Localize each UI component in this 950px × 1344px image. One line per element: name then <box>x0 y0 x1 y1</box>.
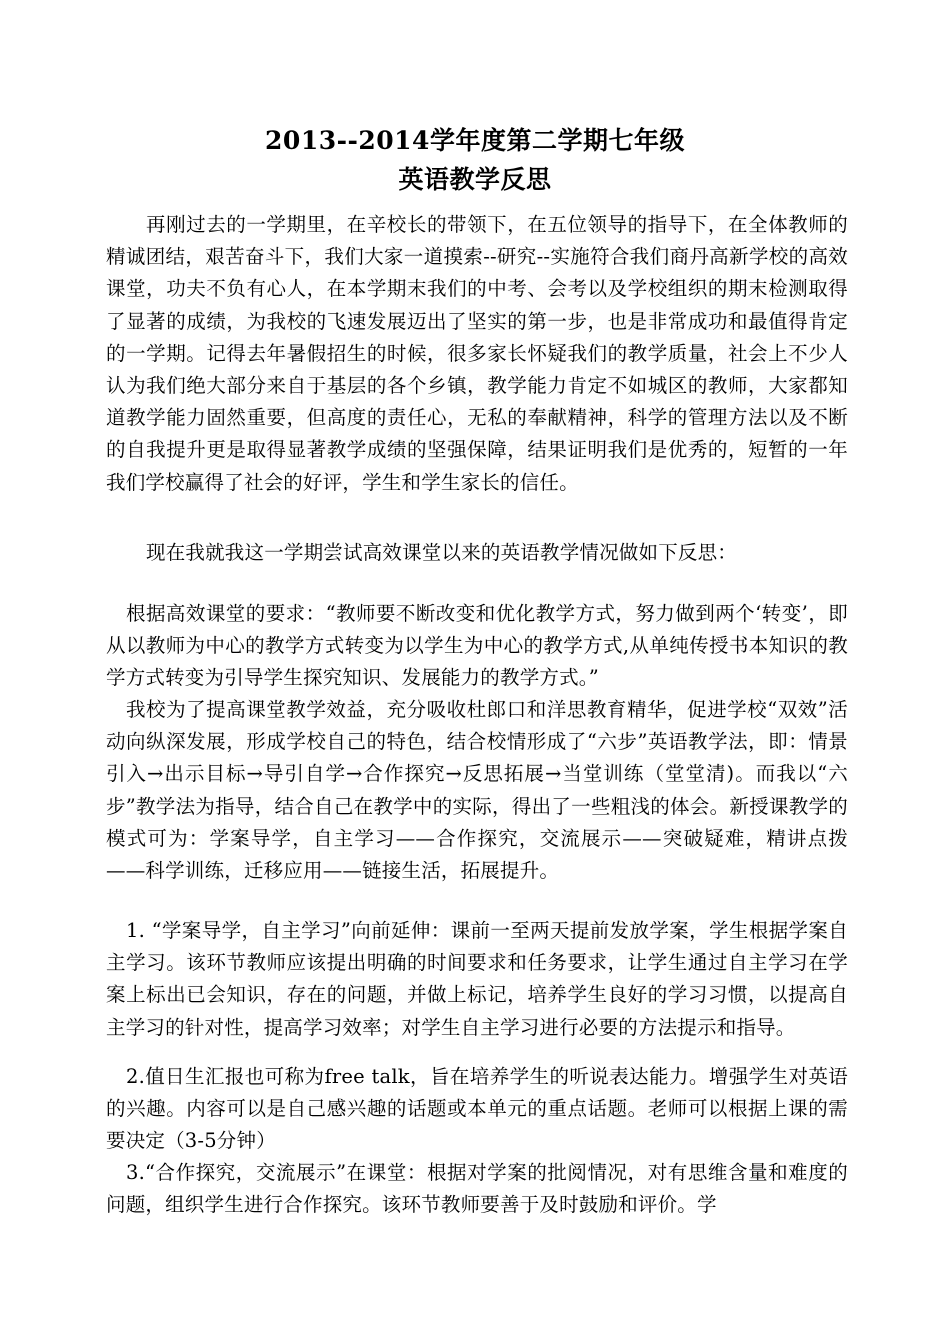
paragraph-six-step-method: 我校为了提高课堂教学效益，充分吸收杜郎口和洋思教育精华，促进学校“双效”活动向纵深发展，形成学校自己的特色，结合校情形成了“六步”英语教学法，即：情景引入→出示目标→导引自学→合作探究→反思拓展→当堂训练（堂堂清)。而我以“六步”教学法为指导，结合自己在教学中的实际，得出了一些粗浅的体会。新授课教学的模式可为：学案导学，自主学习——合作探究，交流展示——突破疑难，精讲点拨——科学训练，迁移应用——链接生活，拓展提升。 <box>106 698 848 883</box>
paragraph-item-1: 1. “学案导学，自主学习”向前延伸：课前一至两天提前发放学案，学生根据学案自主学习。该环节教师应该提出明确的时间要求和任务要求，让学生通过自主学习在学案上标出已会知识，存在的问题，并做上标记，培养学生良好的学习习惯，以提高自主学习的针对性，提高学习效率；对学生自主学习进行必要的方法提示和指导。 <box>106 919 848 1039</box>
paragraph-reflection-lead: 现在我就我这一学期尝试高效课堂以来的英语教学情况做如下反思： <box>146 541 738 564</box>
paragraph-intro: 再刚过去的一学期里，在辛校长的带领下，在五位领导的指导下，在全体教师的精诚团结，艰苦奋斗下，我们大家一道摸索--研究--实施符合我们商丹高新学校的高效课堂，功夫不负有心人，在本学期末我们的中考、会考以及学校组织的期末检测取得了显著的成绩，为我校的飞速发展迈出了坚实的第一步，也是非常成功和最值得肯定的一学期。记得去年暑假招生的时候，很多家长怀疑我们的教学质量，社会上不少人认为我们绝大部分来自于基层的各个乡镇，教学能力肯定不如城区的教师，大家都知道教学能力固然重要，但高度的责任心，无私的奉献精神，科学的管理方法以及不断的自我提升更是取得显著教学成绩的坚强保障，结果证明我们是优秀的，短暂的一年我们学校赢得了社会的好评，学生和学生家长的信任。 <box>106 213 848 494</box>
document-title-line-2: 英语教学反思 <box>398 165 552 194</box>
paragraph-item-2: 2.值日生汇报也可称为free talk，旨在培养学生的听说表达能力。增强学生对英语的兴趣。内容可以是自己感兴趣的话题或本单元的重点话题。老师可以根据上课的需要决定（3-5分钟） <box>106 1065 848 1153</box>
document-title-line-1: 2013--2014学年度第二学期七年级 <box>265 126 685 155</box>
paragraph-item-3: 3.“合作探究，交流展示”在课堂：根据对学案的批阅情况，对有思维含量和难度的问题，组织学生进行合作探究。该环节教师要善于及时鼓励和评价。学 <box>106 1161 848 1217</box>
paragraph-efficient-class-requirement: 根据高效课堂的要求：“教师要不断改变和优化教学方式，努力做到两个‘转变’，即从以教师为中心的教学方式转变为以学生为中心的教学方式,从单纯传授书本知识的教学方式转变为引导学生探究知识、发展能力的教学方式。” <box>106 602 848 690</box>
